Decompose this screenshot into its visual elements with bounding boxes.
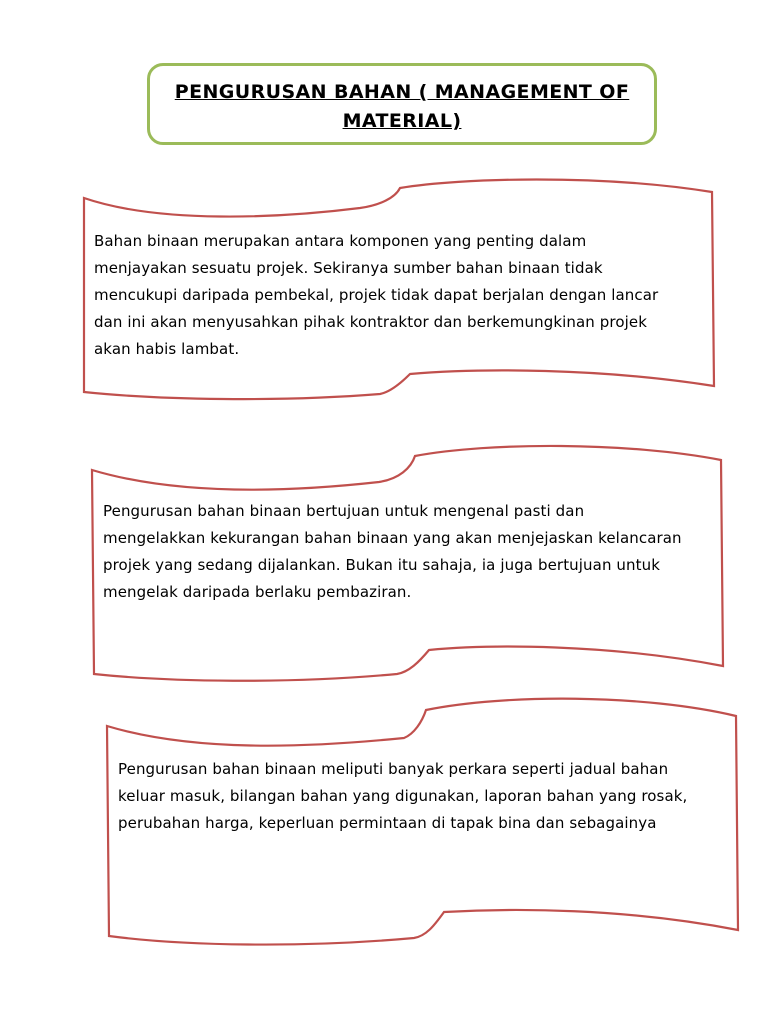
paragraph-2 bbox=[103, 498, 682, 606]
paragraph-3-line: perubahan harga, keperluan permintaan di tapak bina dan sebagainya bbox=[118, 814, 657, 832]
paragraph-1 bbox=[94, 228, 658, 363]
paragraph-3-line: keluar masuk, bilangan bahan yang digunakan, laporan bahan yang rosak, bbox=[118, 787, 688, 805]
paragraph-3-line: Pengurusan bahan binaan meliputi banyak perkara seperti jadual bahan bbox=[118, 760, 669, 778]
paragraph-1-line: Bahan binaan merupakan antara komponen yang penting dalam bbox=[94, 232, 587, 250]
title-line-2: MATERIAL) bbox=[342, 110, 462, 132]
paragraph-1-line: akan habis lambat. bbox=[94, 340, 240, 358]
paragraph-2-line: projek yang sedang dijalankan. Bukan itu sahaja, ia juga bertujuan untuk bbox=[103, 556, 661, 574]
page-title bbox=[150, 78, 654, 136]
paragraph-2-line: mengelak daripada berlaku pembaziran. bbox=[103, 583, 412, 601]
paragraph-3 bbox=[118, 756, 687, 837]
paragraph-2-line: Pengurusan bahan binaan bertujuan untuk mengenal pasti dan bbox=[103, 502, 585, 520]
title-line-1: PENGURUSAN BAHAN ( MANAGEMENT OF bbox=[174, 81, 630, 103]
paragraph-2-line: mengelakkan kekurangan bahan binaan yang akan menjejaskan kelancaran bbox=[103, 529, 682, 547]
paragraph-1-line: mencukupi daripada pembekal, projek tidak dapat berjalan dengan lancar bbox=[94, 286, 659, 304]
paragraph-1-line: menjayakan sesuatu projek. Sekiranya sumber bahan binaan tidak bbox=[94, 259, 603, 277]
title-box bbox=[147, 63, 657, 145]
paragraph-1-line: dan ini akan menyusahkan pihak kontraktor dan berkemungkinan projek bbox=[94, 313, 647, 331]
